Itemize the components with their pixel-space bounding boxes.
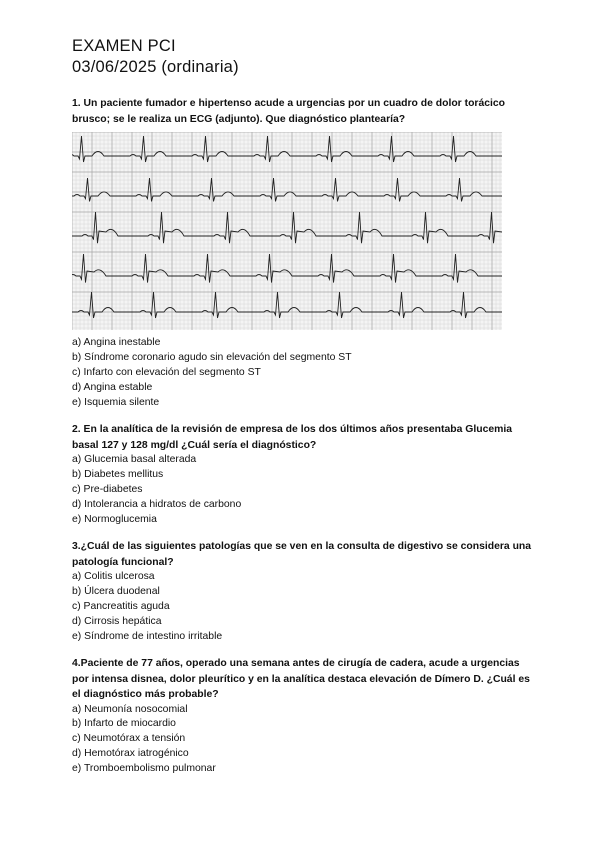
option-a[interactable]: a) Angina inestable bbox=[72, 337, 161, 348]
option-e[interactable]: e) Normoglucemia bbox=[72, 513, 157, 525]
question-4 bbox=[72, 656, 532, 777]
question-3 bbox=[72, 539, 532, 645]
option-d[interactable]: d) Angina estable bbox=[72, 381, 153, 393]
option-c[interactable]: c) Pancreatitis aguda bbox=[72, 600, 170, 612]
option-c[interactable]: c) Pre-diabetes bbox=[72, 483, 143, 495]
option-d[interactable]: d) Cirrosis hepática bbox=[72, 615, 162, 627]
question-stem: 1. Un paciente fumador e hipertenso acude a urgencias por un cuadro de dolor torácico brusco; se le realiza un ECG (adjunto). Que diagnóstico plantearía? bbox=[72, 98, 506, 125]
exam-header bbox=[72, 36, 239, 78]
option-d[interactable]: d) Hemotórax iatrogénico bbox=[72, 748, 189, 760]
options-list bbox=[72, 453, 532, 528]
exam-date: 03/06/2025 (ordinaria) bbox=[72, 58, 239, 76]
exam-title: EXAMEN PCI bbox=[72, 37, 176, 55]
option-c[interactable]: c) Infarto con elevación del segmento ST bbox=[72, 366, 261, 378]
options-list bbox=[72, 570, 532, 645]
question-1 bbox=[72, 96, 532, 411]
option-a[interactable]: a) Neumonía nosocomial bbox=[72, 703, 188, 715]
ecg-image bbox=[72, 132, 502, 330]
option-b[interactable]: b) Diabetes mellitus bbox=[72, 468, 164, 480]
options-list bbox=[72, 703, 532, 778]
options-list bbox=[72, 336, 532, 411]
question-2 bbox=[72, 422, 532, 528]
option-e[interactable]: e) Tromboembolismo pulmonar bbox=[72, 763, 216, 775]
option-b[interactable]: b) Síndrome coronario agudo sin elevación del segmento ST bbox=[72, 351, 352, 363]
option-a[interactable]: a) Colitis ulcerosa bbox=[72, 571, 155, 582]
question-stem: 2. En la analítica de la revisión de empresa de los dos últimos años presentaba Glucemia basal 127 y 128 mg/dl ¿Cuál sería el diagnóstico? bbox=[72, 424, 513, 451]
option-b[interactable]: b) Úlcera duodenal bbox=[72, 585, 160, 597]
option-a[interactable]: a) Glucemia basal alterada bbox=[72, 454, 197, 465]
option-b[interactable]: b) Infarto de miocardio bbox=[72, 718, 176, 730]
question-stem: 4.Paciente de 77 años, operado una semana antes de cirugía de cadera, acude a urgencias por intensa disnea, dolor pleurítico y en la analítica destaca elevación de Dímero D. ¿Cuál es el diagnóstico más probable? bbox=[72, 658, 530, 700]
option-e[interactable]: e) Isquemia silente bbox=[72, 396, 160, 408]
option-d[interactable]: d) Intolerancia a hidratos de carbono bbox=[72, 498, 242, 510]
option-e[interactable]: e) Síndrome de intestino irritable bbox=[72, 630, 223, 642]
option-c[interactable]: c) Neumotórax a tensión bbox=[72, 733, 186, 745]
question-stem: 3.¿Cuál de las siguientes patologías que se ven en la consulta de digestivo se considera una patología funcional? bbox=[72, 541, 532, 568]
